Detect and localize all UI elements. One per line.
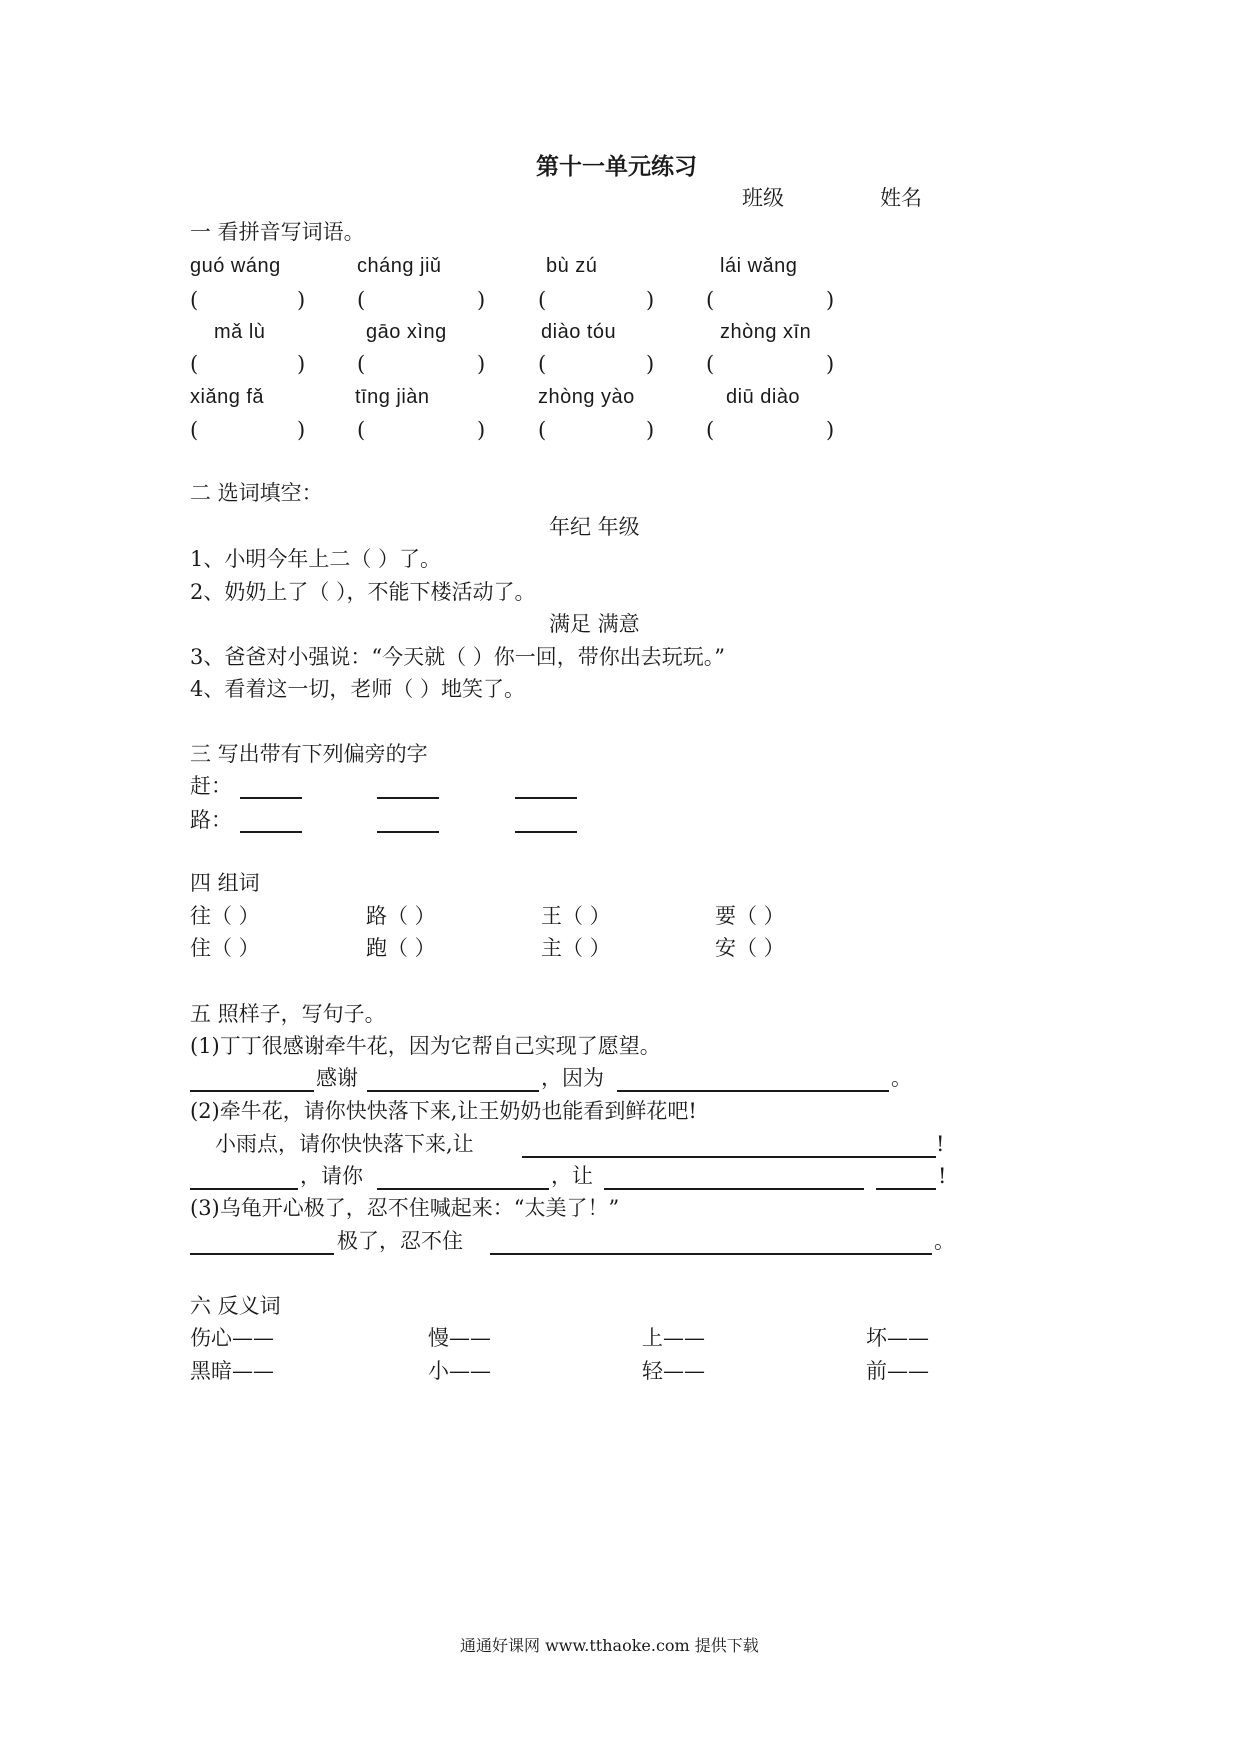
answer-paren-open: ( bbox=[538, 418, 547, 442]
pinyin-2-4: zhòng xīn bbox=[720, 321, 812, 343]
pinyin-3-2: tīng jiàn bbox=[355, 386, 430, 408]
example-sentence-1: (1)丁丁很感谢牵牛花，因为它帮自己实现了愿望。 bbox=[190, 1034, 661, 1058]
answer-paren-close: ) bbox=[477, 418, 486, 442]
sentence-end: ! bbox=[938, 1164, 947, 1188]
answer-paren-close: ) bbox=[297, 352, 306, 376]
answer-blank bbox=[190, 1090, 314, 1092]
pinyin-2-3: diào tóu bbox=[541, 321, 617, 343]
answer-paren-open: ( bbox=[190, 288, 199, 312]
answer-blank bbox=[604, 1188, 864, 1190]
name-label: 姓名 bbox=[880, 186, 922, 210]
pinyin-2-2: gāo xìng bbox=[366, 321, 447, 343]
answer-paren-open: ( bbox=[538, 288, 547, 312]
section-3-heading: 三 写出带有下列偏旁的字 bbox=[190, 742, 428, 766]
antonym-item: 小—— bbox=[428, 1359, 491, 1383]
answer-paren-open: ( bbox=[190, 352, 199, 376]
sentence-prompt: 小雨点，请你快快落下来,让 bbox=[215, 1132, 474, 1156]
antonym-item: 上—— bbox=[642, 1326, 705, 1350]
pinyin-1-2: cháng jiǔ bbox=[357, 255, 442, 277]
question-1: 1、小明今年上二（ ）了。 bbox=[190, 547, 442, 571]
class-label: 班级 bbox=[742, 186, 784, 210]
page-title: 第十一单元练习 bbox=[536, 153, 697, 180]
question-2: 2、奶奶上了（ ），不能下楼活动了。 bbox=[190, 580, 536, 604]
antonym-item: 前—— bbox=[866, 1359, 929, 1383]
section-4-heading: 四 组词 bbox=[190, 871, 260, 895]
answer-blank bbox=[876, 1188, 936, 1190]
radical-row-2-label: 路： bbox=[190, 808, 232, 832]
radical-row-1-label: 赶： bbox=[190, 774, 232, 798]
answer-paren-open: ( bbox=[538, 352, 547, 376]
word-group-item: 主（ ） bbox=[541, 936, 611, 960]
sentence-end: 。 bbox=[891, 1066, 912, 1090]
answer-blank bbox=[240, 797, 302, 799]
answer-paren-close: ) bbox=[297, 418, 306, 442]
section-5-heading: 五 照样子，写句子。 bbox=[190, 1002, 386, 1026]
sentence-word: ，因为 bbox=[541, 1066, 604, 1090]
answer-paren-close: ) bbox=[826, 418, 835, 442]
antonym-item: 慢—— bbox=[428, 1326, 491, 1350]
answer-blank bbox=[190, 1253, 334, 1255]
answer-paren-close: ) bbox=[826, 288, 835, 312]
word-group-item: 安（ ） bbox=[715, 936, 785, 960]
antonym-item: 黑暗—— bbox=[190, 1359, 274, 1383]
pinyin-1-1: guó wáng bbox=[190, 255, 281, 277]
pinyin-3-1: xiǎng fǎ bbox=[190, 386, 265, 408]
antonym-item: 轻—— bbox=[642, 1359, 705, 1383]
answer-paren-open: ( bbox=[706, 418, 715, 442]
answer-blank bbox=[377, 1188, 549, 1190]
sentence-end: ! bbox=[936, 1132, 945, 1156]
example-sentence-2: (2)牵牛花，请你快快落下来,让王奶奶也能看到鲜花吧! bbox=[190, 1099, 697, 1123]
sentence-word: ，让 bbox=[551, 1164, 593, 1188]
section-2-heading: 二 选词填空： bbox=[190, 481, 323, 505]
example-sentence-3: (3)乌龟开心极了，忍不住喊起来：“太美了！” bbox=[190, 1196, 620, 1220]
answer-blank bbox=[515, 797, 577, 799]
answer-paren-close: ) bbox=[646, 418, 655, 442]
pinyin-1-3: bù zú bbox=[546, 255, 598, 277]
sentence-word: 极了，忍不住 bbox=[337, 1229, 463, 1253]
answer-paren-close: ) bbox=[646, 352, 655, 376]
answer-blank bbox=[377, 797, 439, 799]
answer-blank bbox=[617, 1090, 889, 1092]
answer-paren-open: ( bbox=[357, 352, 366, 376]
word-group-item: 王（ ） bbox=[541, 904, 611, 928]
word-group-item: 往（ ） bbox=[190, 904, 260, 928]
sentence-end: 。 bbox=[934, 1229, 955, 1253]
answer-paren-open: ( bbox=[706, 288, 715, 312]
section-6-heading: 六 反义词 bbox=[190, 1294, 281, 1318]
answer-paren-open: ( bbox=[706, 352, 715, 376]
answer-blank bbox=[240, 831, 302, 833]
word-group-item: 要（ ） bbox=[715, 904, 785, 928]
answer-blank bbox=[377, 831, 439, 833]
footer-text: 通通好课网 www.tthaoke.com 提供下载 bbox=[460, 1636, 759, 1655]
answer-blank bbox=[490, 1253, 932, 1255]
antonym-item: 伤心—— bbox=[190, 1326, 274, 1350]
word-group-item: 住（ ） bbox=[190, 936, 260, 960]
pinyin-3-3: zhòng yào bbox=[538, 386, 635, 408]
antonym-item: 坏—— bbox=[866, 1326, 929, 1350]
pinyin-1-4: lái wǎng bbox=[720, 255, 798, 277]
question-4: 4、看着这一切，老师（ ）地笑了。 bbox=[190, 677, 526, 701]
sentence-word: 感谢 bbox=[316, 1066, 358, 1090]
sentence-word: ，请你 bbox=[300, 1164, 363, 1188]
answer-blank bbox=[515, 831, 577, 833]
answer-paren-open: ( bbox=[357, 418, 366, 442]
answer-blank bbox=[367, 1090, 539, 1092]
word-choices-2: 满足 满意 bbox=[549, 612, 640, 636]
answer-blank bbox=[522, 1156, 936, 1158]
answer-paren-open: ( bbox=[190, 418, 199, 442]
pinyin-3-4: diū diào bbox=[726, 386, 801, 408]
section-1-heading: 一 看拼音写词语。 bbox=[190, 220, 365, 244]
answer-paren-open: ( bbox=[357, 288, 366, 312]
question-3: 3、爸爸对小强说：“今天就（ ）你一回，带你出去玩玩。” bbox=[190, 645, 726, 669]
answer-paren-close: ) bbox=[477, 352, 486, 376]
word-choices-1: 年纪 年级 bbox=[549, 515, 640, 539]
answer-paren-close: ) bbox=[297, 288, 306, 312]
answer-blank bbox=[190, 1188, 298, 1190]
answer-paren-close: ) bbox=[477, 288, 486, 312]
answer-paren-close: ) bbox=[826, 352, 835, 376]
word-group-item: 跑（ ） bbox=[366, 936, 436, 960]
answer-paren-close: ) bbox=[646, 288, 655, 312]
pinyin-2-1: mǎ lù bbox=[214, 321, 266, 343]
word-group-item: 路（ ） bbox=[366, 904, 436, 928]
